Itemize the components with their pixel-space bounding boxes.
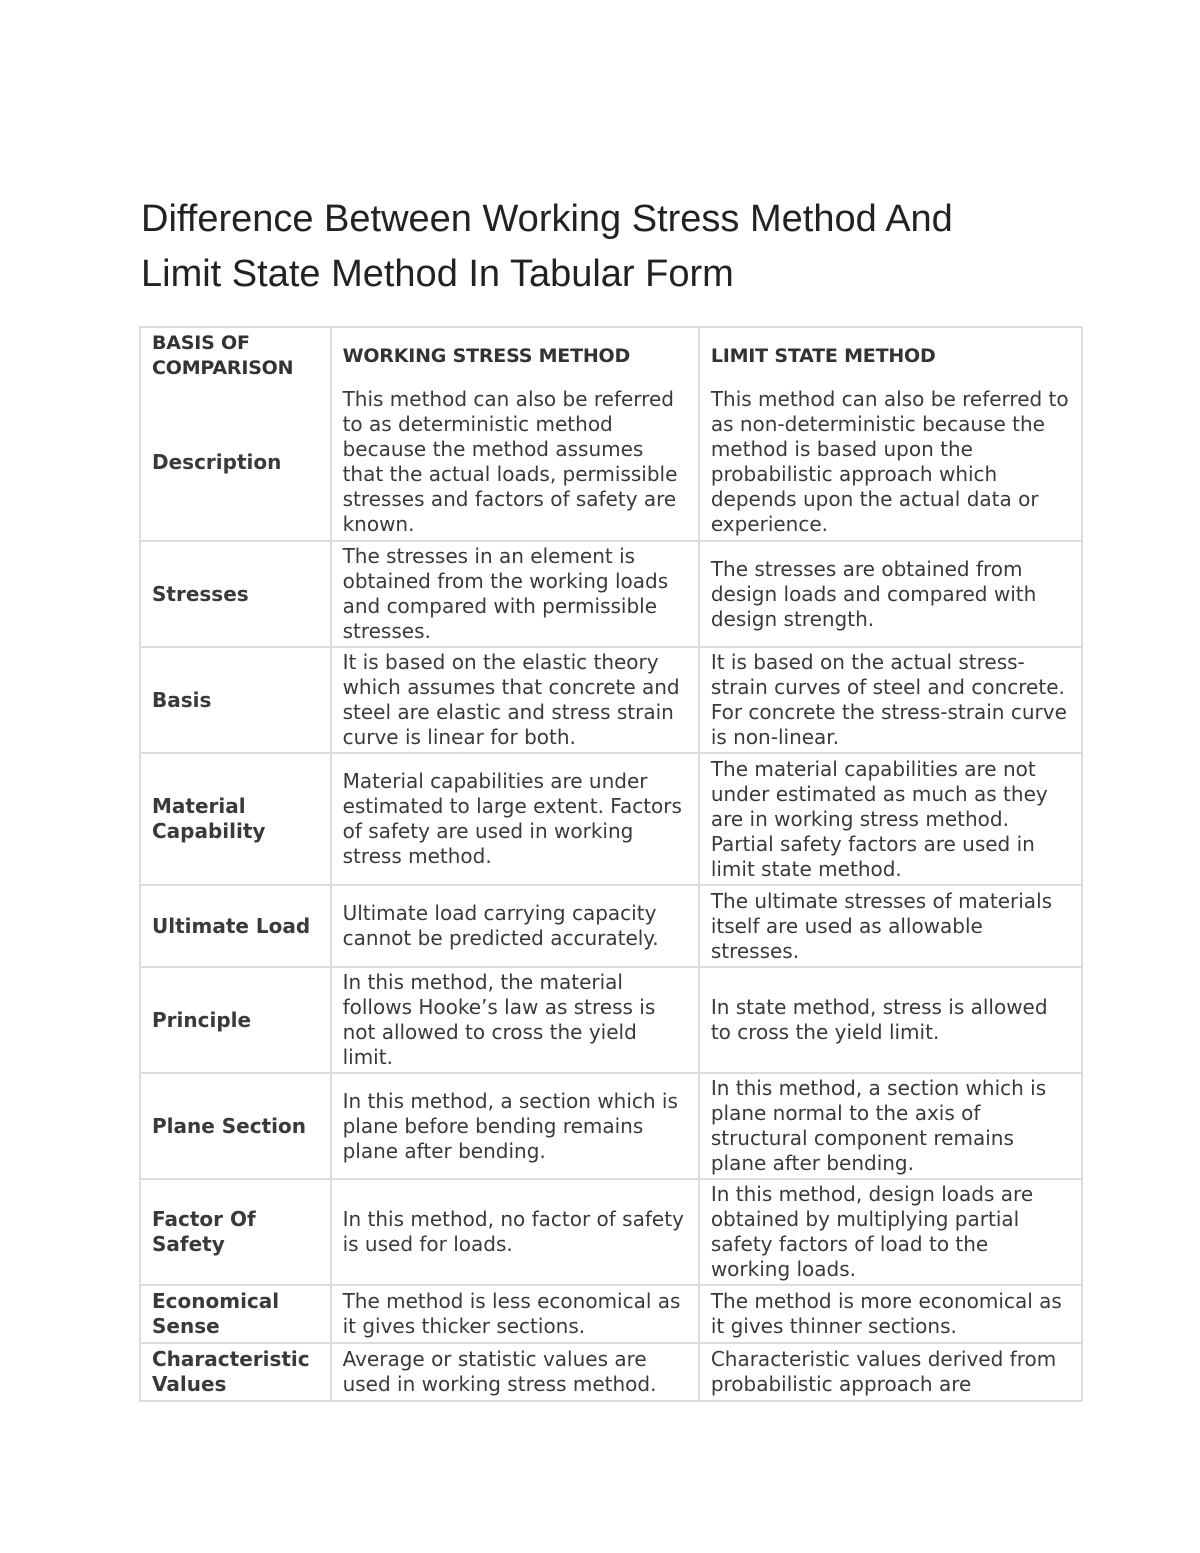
table-row: [141, 384, 1081, 542]
table-row: [141, 1074, 1081, 1180]
table-row: [141, 542, 1081, 648]
row-basis-cell: Description: [141, 384, 332, 542]
row-basis-cell: Principle: [141, 968, 332, 1074]
row-basis-cell: Plane Section: [141, 1074, 332, 1180]
comparison-table: [139, 326, 1083, 1402]
row-basis-cell: Stresses: [141, 542, 332, 648]
limit-state-cell: It is based on the actual stress-strain curves of steel and concrete. For concrete the stress-strain curve is non-linear.: [700, 648, 1081, 754]
working-stress-cell: It is based on the elastic theory which assumes that concrete and steel are elastic and stress strain curve is linear for both.: [332, 648, 700, 754]
row-basis-cell: Factor Of Safety: [141, 1180, 332, 1286]
row-basis-cell: Economical Sense: [141, 1286, 332, 1344]
limit-state-cell: The material capabilities are not under estimated as much as they are in working stress method. Partial safety factors are used in limit state method.: [700, 754, 1081, 886]
table-row: [141, 1286, 1081, 1344]
row-basis-cell: Characteristic Values: [141, 1344, 332, 1400]
table-row: [141, 886, 1081, 968]
title-line-1: Difference Between Working Stress Method And: [141, 198, 953, 240]
header-basis: BASIS OF COMPARISON: [141, 328, 332, 384]
header-working-stress: WORKING STRESS METHOD: [332, 328, 700, 384]
table-row: [141, 754, 1081, 886]
working-stress-cell: This method can also be referred to as deterministic method because the method assumes that the actual loads, permissible stresses and factors of safety are known.: [332, 384, 700, 542]
working-stress-cell: The stresses in an element is obtained from the working loads and compared with permissible stresses.: [332, 542, 700, 648]
table-header-row: [141, 328, 1081, 384]
title-line-2: Limit State Method In Tabular Form: [141, 253, 734, 295]
limit-state-cell: Characteristic values derived from probabilistic approach are: [710, 1347, 1057, 1396]
working-stress-cell: In this method, no factor of safety is used for loads.: [332, 1180, 700, 1286]
limit-state-cell: In this method, a section which is plane normal to the axis of structural component remains plane after bending.: [700, 1074, 1081, 1180]
table-row: [141, 1344, 1081, 1400]
working-stress-cell: Material capabilities are under estimated to large extent. Factors of safety are used in working stress method.: [332, 754, 700, 886]
row-basis-cell: Basis: [141, 648, 332, 754]
limit-state-cell: This method can also be referred to as non-deterministic because the method is based upon the probabilistic approach which depends upon the actual data or experience.: [700, 384, 1081, 542]
header-limit-state: LIMIT STATE METHOD: [710, 344, 936, 367]
row-basis-cell: Material Capability: [141, 754, 332, 886]
table-row: [141, 648, 1081, 754]
working-stress-cell: Ultimate load carrying capacity cannot be predicted accurately.: [332, 886, 700, 968]
working-stress-cell: The method is less economical as it gives thicker sections.: [332, 1286, 700, 1344]
limit-state-cell: The ultimate stresses of materials itself are used as allowable stresses.: [700, 886, 1081, 968]
working-stress-cell: In this method, a section which is plane before bending remains plane after bending.: [332, 1074, 700, 1180]
row-basis-cell: Ultimate Load: [141, 886, 332, 968]
table-row: [141, 968, 1081, 1074]
limit-state-cell: The stresses are obtained from design loads and compared with design strength.: [700, 542, 1081, 648]
limit-state-cell: The method is more economical as it gives thinner sections.: [700, 1286, 1081, 1344]
page-title: [141, 192, 1091, 302]
working-stress-cell: Average or statistic values are used in working stress method.: [332, 1344, 700, 1400]
limit-state-cell: In state method, stress is allowed to cross the yield limit.: [700, 968, 1081, 1074]
table-row: [141, 1180, 1081, 1286]
limit-state-cell: In this method, design loads are obtained by multiplying partial safety factors of load to the working loads.: [700, 1180, 1081, 1286]
working-stress-cell: In this method, the material follows Hooke’s law as stress is not allowed to cross the yield limit.: [332, 968, 700, 1074]
